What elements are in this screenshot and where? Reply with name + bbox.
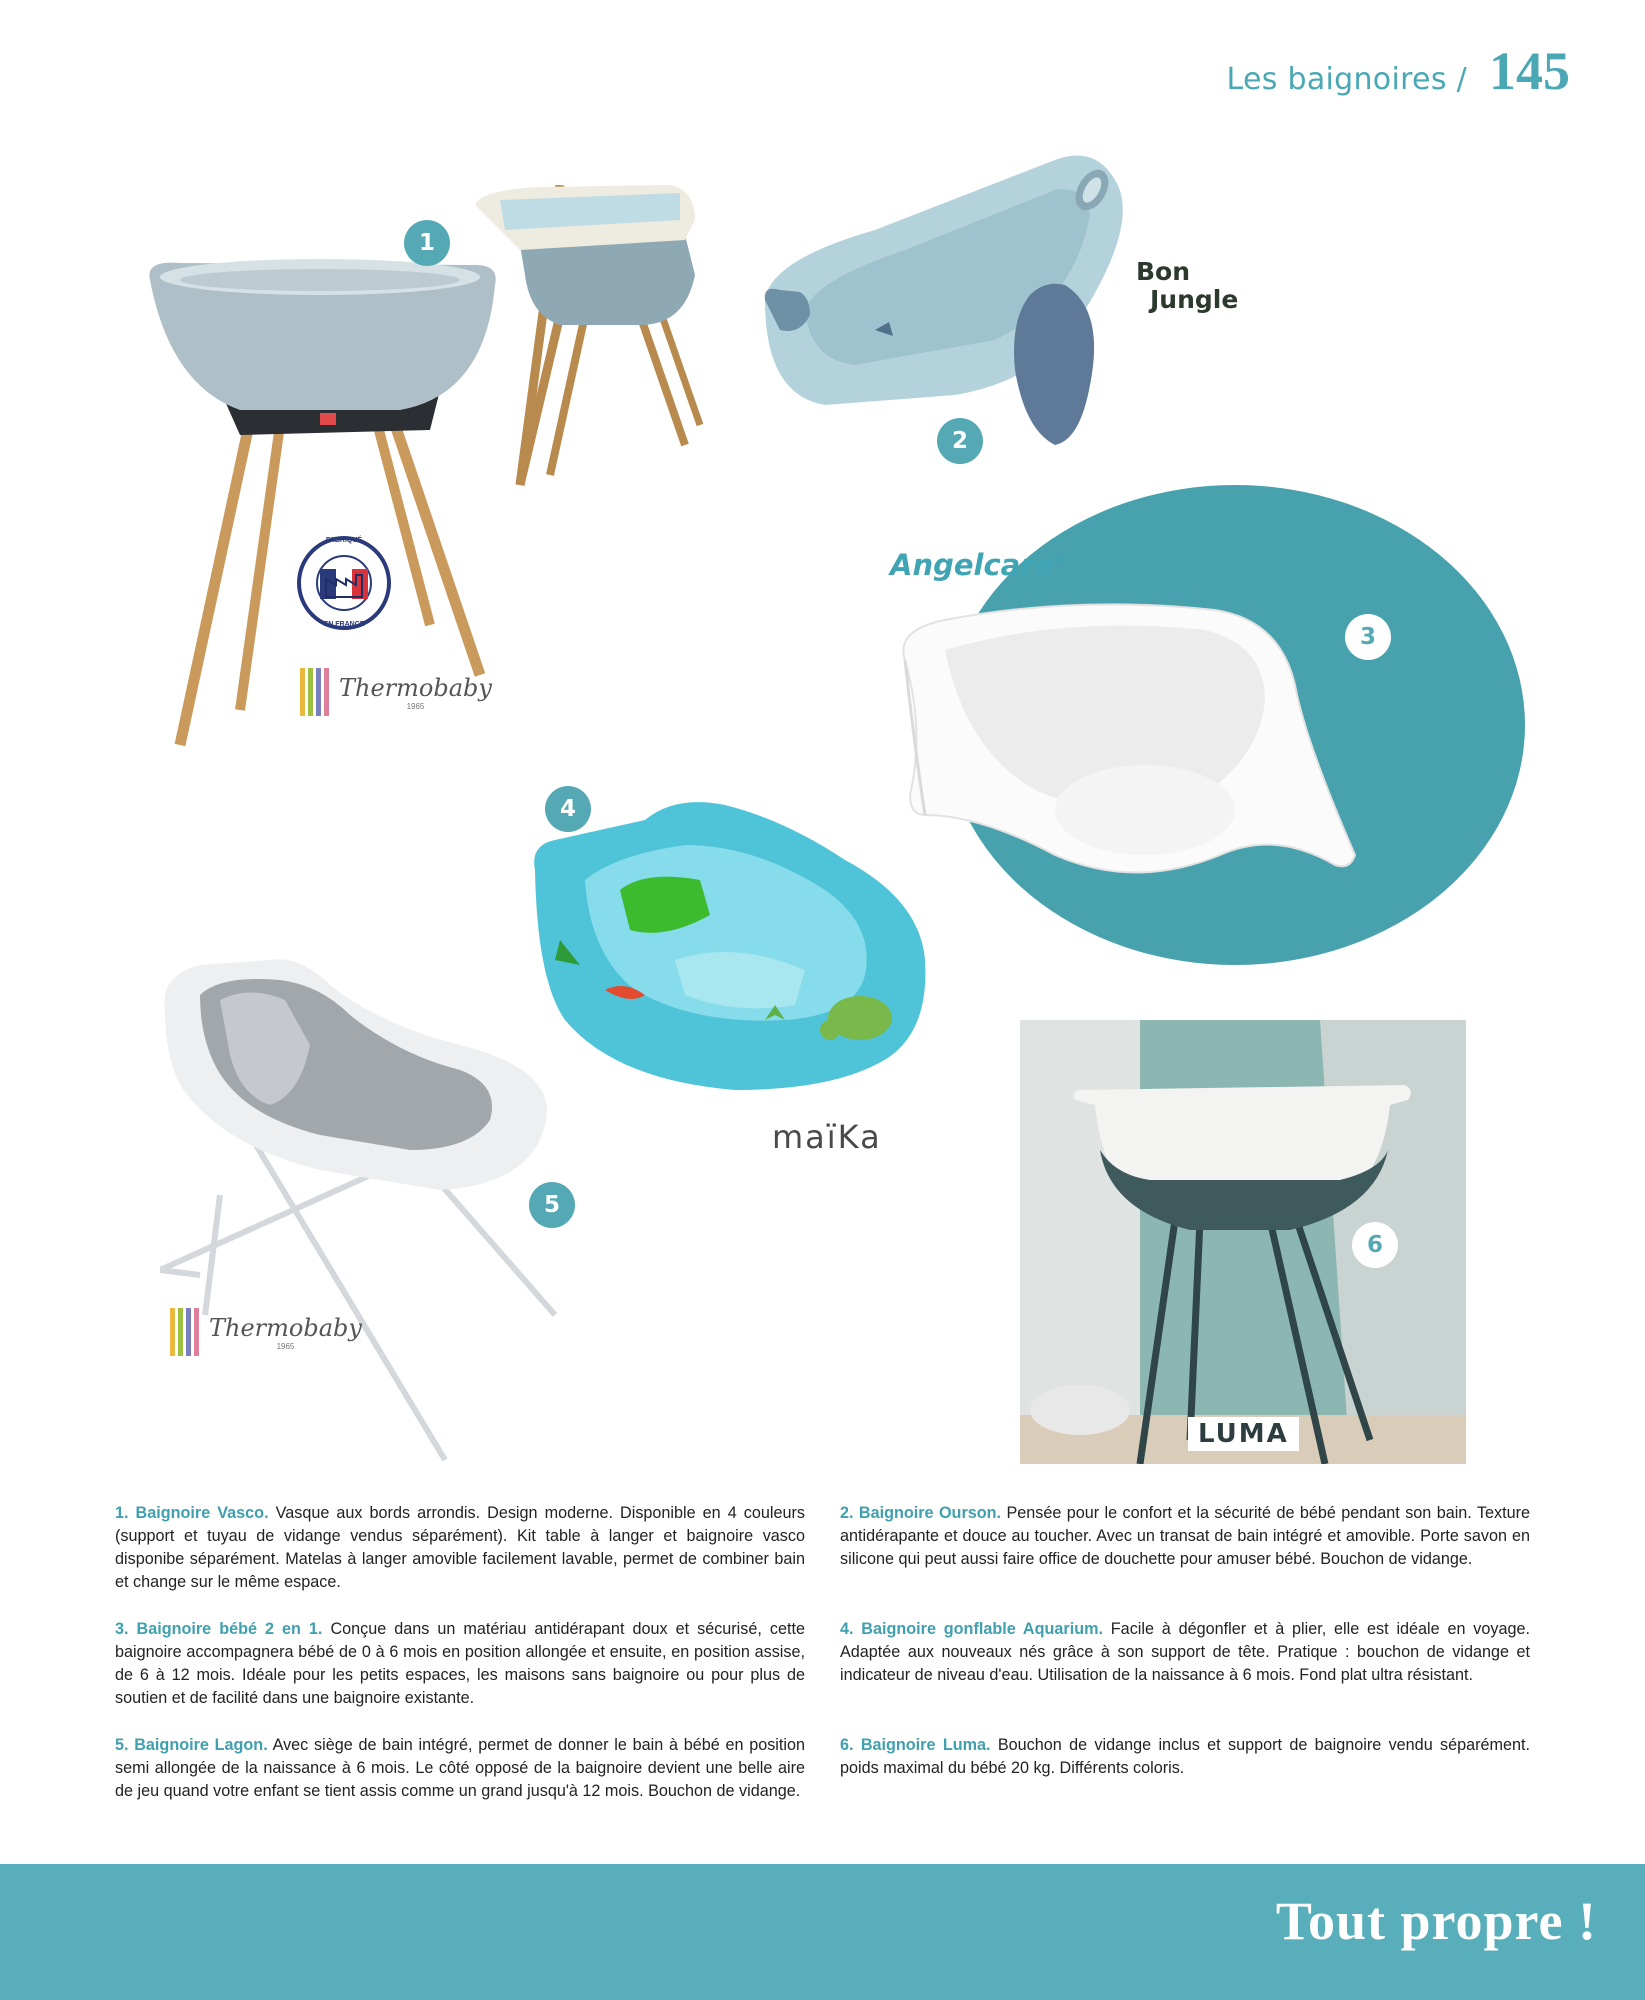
product-badge-4: 4	[545, 786, 591, 832]
page-header	[1226, 40, 1570, 102]
brand-logo-maika: maïKa	[772, 1118, 882, 1156]
product-badge-5: 5	[529, 1182, 575, 1228]
bonjungle-bottom: Jungle	[1150, 285, 1239, 314]
description-4-text: Facile à dégonfler et à plier, elle est idéale en voyage. Adaptée aux nouveaux nés grâce à son support de tête. Pratique : bouchon de vidange et indicateur de niveau d'eau. Utilisation de la naissance à 6 mois. Fond plat ultra résistant.	[840, 1620, 1530, 1684]
description-3-title: 3. Baignoire bébé 2 en 1.	[115, 1620, 323, 1638]
page-number: 145	[1489, 41, 1570, 101]
description-5	[115, 1734, 805, 1803]
product-badge-6: 6	[1352, 1222, 1398, 1268]
description-3-text: Conçue dans un matériau antidérapant doux et sécurisé, cette baignoire accompagnera bébé de 0 à 6 mois en position allongée et ensuite, en position assise, de 6 à 12 mois. Idéale pour les petits espaces, les maisons sans baignoire ou pour plus de soutien et de facilité dans une baignoire existante.	[115, 1620, 805, 1707]
description-1-title: 1. Baignoire Vasco.	[115, 1504, 269, 1522]
thermobaby-wordmark-2: Thermobaby	[209, 1313, 362, 1342]
product-image-angelcare	[885, 590, 1365, 910]
description-2	[840, 1502, 1530, 1571]
seal-text-bottom: EN FRANCE	[323, 621, 365, 628]
description-2-title: 2. Baignoire Ourson.	[840, 1504, 1002, 1522]
thermobaby-stripes-2	[170, 1308, 199, 1356]
vasco-tub	[149, 259, 495, 410]
bonjungle-top: Bon	[1136, 257, 1191, 286]
footer-tagline: Tout propre !	[1275, 1891, 1597, 1951]
product-image-lagon	[160, 955, 580, 1475]
product-badge-3: 3	[1345, 614, 1391, 660]
thermobaby-stripes	[300, 668, 329, 716]
brand-logo-angelcare	[890, 548, 1066, 582]
product-badge-1: 1	[404, 220, 450, 266]
description-1	[115, 1502, 805, 1594]
description-4	[840, 1618, 1530, 1687]
description-6-title: 6. Baignoire Luma.	[840, 1736, 991, 1754]
description-6	[840, 1734, 1530, 1780]
vasco-changing-table	[475, 185, 700, 485]
brand-logo-bonjungle	[1136, 258, 1238, 314]
thermobaby-wordmark: Thermobaby	[339, 673, 492, 702]
thermobaby-year-2: 1965	[276, 1341, 295, 1351]
description-5-title: 5. Baignoire Lagon.	[115, 1736, 268, 1754]
description-1-text: Vasque aux bords arrondis. Design moderne. Disponible en 4 couleurs (support et tuyau de vidange vendus séparément). Kit table à langer et baignoire vasco disponibe séparément. Matelas à langer amovible facilement lavable, permet de combiner bain et change sur le même espace.	[115, 1504, 805, 1591]
seal-text-top: FABRIQUÉ	[325, 537, 363, 544]
luma-scene	[1020, 1020, 1466, 1464]
brand-logo-thermobaby-1	[300, 668, 492, 716]
page-footer	[0, 1864, 1645, 2000]
seal-graphic	[296, 535, 392, 631]
brand-logo-luma: LUMA	[1188, 1417, 1299, 1451]
product-badge-2: 2	[937, 418, 983, 464]
made-in-france-seal	[296, 535, 392, 631]
description-4-title: 4. Baignoire gonflable Aquarium.	[840, 1620, 1103, 1638]
product-image-aquarium	[525, 790, 935, 1120]
description-3	[115, 1618, 805, 1710]
description-2-text: Pensée pour le confort et la sécurité de bébé pendant son bain. Texture antidérapante et douce au toucher. Avec un transat de bain intégré et amovible. Porte savon en silicone qui peut aussi faire office de douchette pour amuser bébé. Bouchon de vidange.	[840, 1504, 1530, 1568]
product-image-luma	[1020, 1020, 1466, 1464]
lagon-stand	[160, 1135, 555, 1460]
description-6-text: Bouchon de vidange inclus et support de baignoire vendu séparément. poids maximal du bébé 20 kg. Différents coloris.	[840, 1736, 1531, 1777]
angelcare-wordmark: Angelcare	[890, 548, 1055, 582]
thermobaby-year: 1965	[406, 701, 425, 711]
brand-logo-thermobaby-2	[170, 1308, 362, 1356]
angelcare-registered-mark: ®	[1054, 553, 1067, 568]
description-5-text: Avec siège de bain intégré, permet de donner le bain à bébé en position semi allongée de la naissance à 6 mois. Le côté opposé de la baignoire devient une belle aire de jeu quand votre enfant se tient assis comme un grand jusqu'à 12 mois. Bouchon de vidange.	[115, 1736, 806, 1800]
section-title: Les baignoires /	[1226, 62, 1467, 97]
